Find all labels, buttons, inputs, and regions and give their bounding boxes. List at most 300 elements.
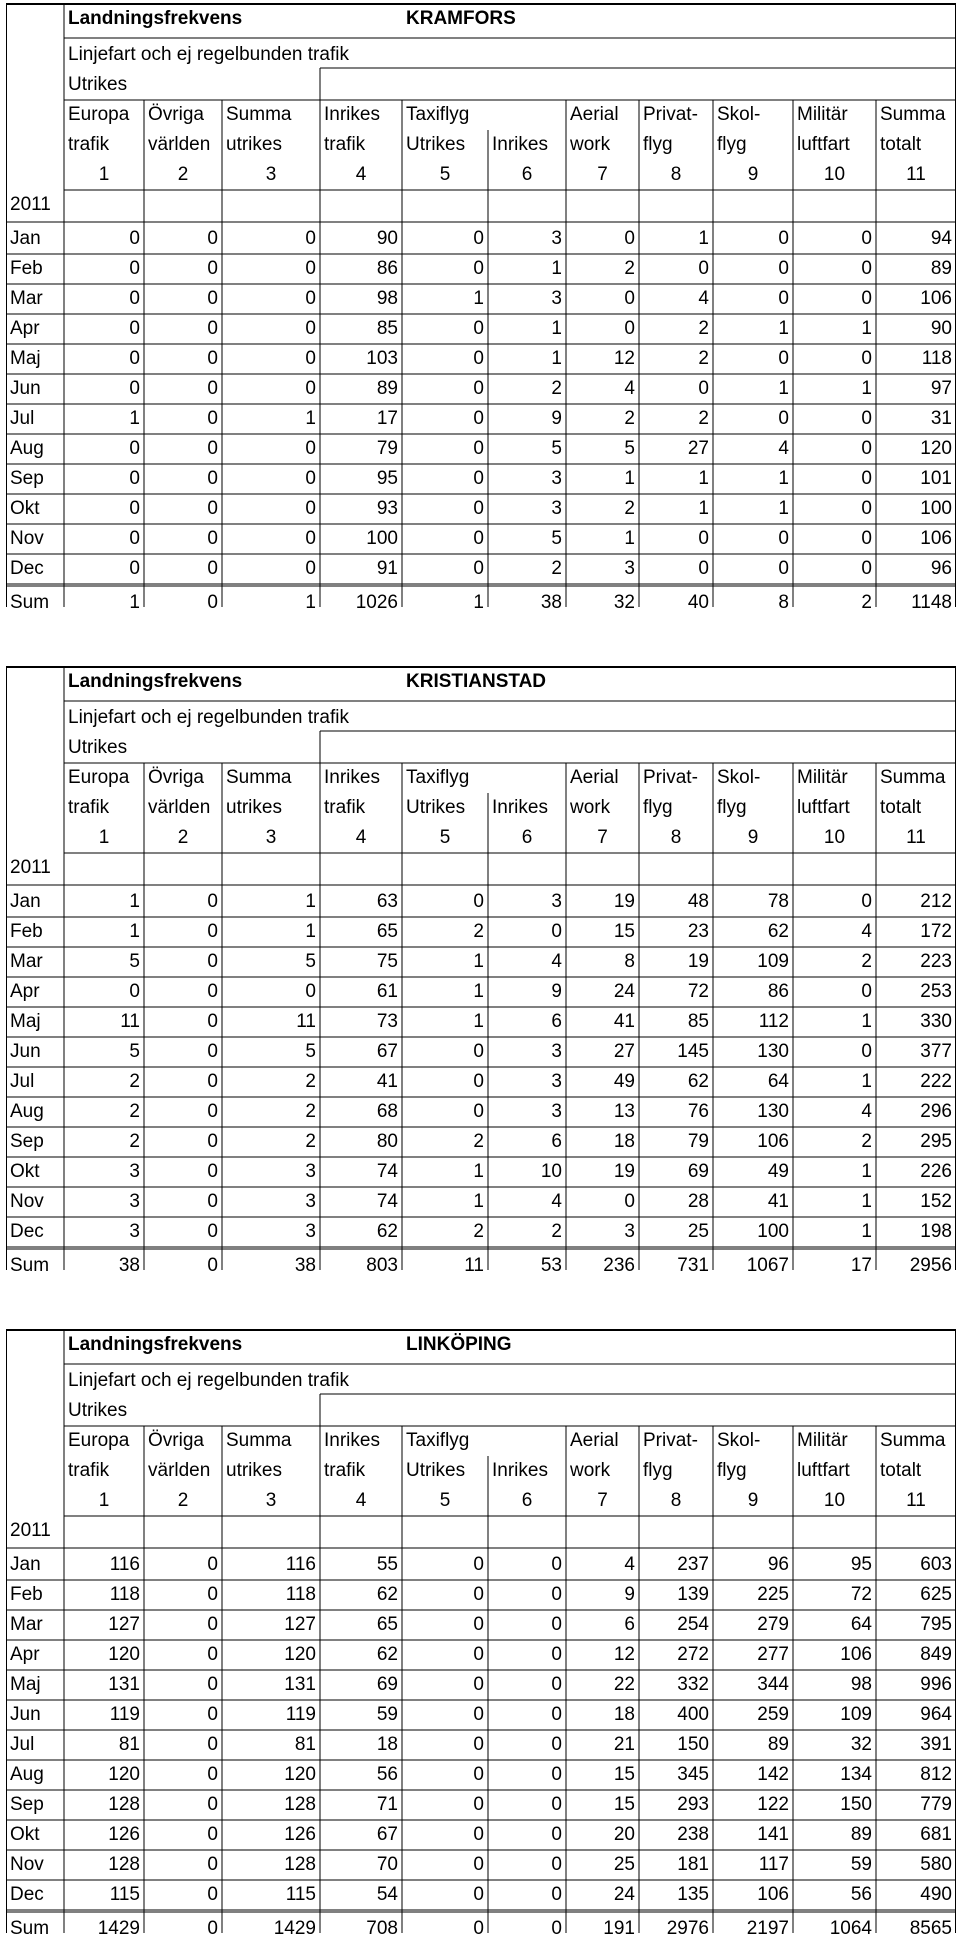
data-cell: 4 bbox=[624, 1554, 635, 1575]
airport-name: KRAMFORS bbox=[406, 8, 516, 29]
sum-cell: 2 bbox=[861, 592, 872, 613]
data-cell: 127 bbox=[284, 1614, 316, 1635]
data-cell: 1 bbox=[861, 378, 872, 399]
data-cell: 0 bbox=[207, 1131, 218, 1152]
sum-cell: 40 bbox=[687, 592, 709, 613]
data-cell: 21 bbox=[613, 1734, 635, 1755]
data-cell: 0 bbox=[305, 498, 316, 519]
data-cell: 49 bbox=[613, 1071, 635, 1092]
data-cell: 85 bbox=[376, 318, 398, 339]
data-cell: 141 bbox=[757, 1824, 789, 1845]
column-header: Skol- bbox=[717, 1430, 761, 1451]
data-cell: 0 bbox=[551, 1884, 562, 1905]
data-cell: 0 bbox=[207, 1614, 218, 1635]
column-header: flyg bbox=[643, 797, 673, 818]
column-number: 2 bbox=[177, 827, 189, 848]
data-cell: 0 bbox=[129, 438, 140, 459]
data-cell: 12 bbox=[613, 348, 635, 369]
column-number: 1 bbox=[98, 164, 110, 185]
data-cell: 69 bbox=[687, 1161, 709, 1182]
column-header: luftfart bbox=[797, 797, 850, 818]
data-cell: 115 bbox=[109, 1884, 140, 1905]
column-header: Europa bbox=[68, 1430, 130, 1451]
column-number: 9 bbox=[747, 827, 759, 848]
sum-cell: 236 bbox=[603, 1255, 635, 1276]
data-cell: 2 bbox=[305, 1131, 316, 1152]
data-cell: 5 bbox=[305, 951, 316, 972]
data-cell: 0 bbox=[207, 408, 218, 429]
data-cell: 0 bbox=[305, 288, 316, 309]
column-header: Militär bbox=[797, 767, 848, 788]
data-cell: 19 bbox=[613, 1161, 635, 1182]
column-number: 10 bbox=[823, 1490, 846, 1511]
data-cell: 97 bbox=[930, 378, 952, 399]
data-cell: 96 bbox=[930, 558, 952, 579]
data-cell: 1 bbox=[778, 378, 789, 399]
column-number: 10 bbox=[823, 827, 846, 848]
data-cell: 779 bbox=[920, 1794, 952, 1815]
column-header: trafik bbox=[324, 1460, 366, 1481]
column-header: världen bbox=[148, 1460, 211, 1481]
data-cell: 0 bbox=[305, 318, 316, 339]
data-cell: 32 bbox=[850, 1734, 872, 1755]
data-cell: 103 bbox=[366, 348, 398, 369]
column-header: Militär bbox=[797, 1430, 848, 1451]
data-cell: 1 bbox=[624, 528, 635, 549]
data-cell: 98 bbox=[376, 288, 398, 309]
month-label: Mar bbox=[10, 951, 43, 972]
data-cell: 49 bbox=[767, 1161, 789, 1182]
data-cell: 0 bbox=[473, 468, 484, 489]
data-cell: 90 bbox=[376, 228, 398, 249]
data-cell: 849 bbox=[920, 1644, 952, 1665]
column-header: utrikes bbox=[226, 134, 282, 155]
column-header: Övriga bbox=[148, 104, 204, 125]
data-cell: 81 bbox=[118, 1734, 140, 1755]
column-header: work bbox=[570, 797, 611, 818]
data-cell: 106 bbox=[757, 1131, 789, 1152]
data-cell: 63 bbox=[376, 891, 398, 912]
data-cell: 0 bbox=[473, 528, 484, 549]
column-number: 7 bbox=[597, 827, 608, 848]
data-cell: 0 bbox=[551, 1854, 562, 1875]
data-cell: 0 bbox=[778, 408, 789, 429]
sum-cell: 731 bbox=[677, 1255, 709, 1276]
data-cell: 4 bbox=[551, 951, 562, 972]
data-cell: 0 bbox=[129, 498, 140, 519]
data-cell: 237 bbox=[677, 1554, 709, 1575]
data-cell: 67 bbox=[376, 1824, 398, 1845]
column-header: Utrikes bbox=[406, 797, 466, 818]
data-cell: 0 bbox=[207, 1884, 218, 1905]
data-cell: 0 bbox=[207, 891, 218, 912]
data-cell: 0 bbox=[129, 318, 140, 339]
column-header: Privat- bbox=[643, 767, 698, 788]
column-number: 6 bbox=[521, 1490, 533, 1511]
sum-cell: 0 bbox=[207, 592, 218, 613]
data-cell: 0 bbox=[473, 258, 484, 279]
data-cell: 5 bbox=[624, 438, 635, 459]
sum-cell: 17 bbox=[850, 1255, 872, 1276]
data-cell: 86 bbox=[376, 258, 398, 279]
data-cell: 0 bbox=[473, 1764, 484, 1785]
column-header: trafik bbox=[324, 797, 366, 818]
data-cell: 117 bbox=[758, 1854, 789, 1875]
data-cell: 62 bbox=[376, 1644, 398, 1665]
data-cell: 490 bbox=[920, 1884, 952, 1905]
data-cell: 75 bbox=[376, 951, 398, 972]
data-cell: 580 bbox=[920, 1854, 952, 1875]
data-cell: 100 bbox=[920, 498, 952, 519]
data-cell: 15 bbox=[613, 1764, 635, 1785]
data-cell: 1 bbox=[305, 408, 316, 429]
data-cell: 0 bbox=[551, 1584, 562, 1605]
month-label: Maj bbox=[10, 1011, 41, 1032]
data-cell: 330 bbox=[920, 1011, 952, 1032]
data-cell: 134 bbox=[840, 1764, 872, 1785]
data-cell: 64 bbox=[767, 1071, 789, 1092]
data-cell: 0 bbox=[305, 981, 316, 1002]
year-label: 2011 bbox=[10, 194, 51, 215]
data-cell: 3 bbox=[624, 558, 635, 579]
data-cell: 0 bbox=[207, 1854, 218, 1875]
data-cell: 59 bbox=[850, 1854, 872, 1875]
data-cell: 81 bbox=[294, 1734, 316, 1755]
data-cell: 9 bbox=[551, 981, 562, 1002]
column-header: Privat- bbox=[643, 104, 698, 125]
table-title: Landningsfrekvens bbox=[68, 8, 243, 29]
column-number: 6 bbox=[521, 164, 533, 185]
data-cell: 0 bbox=[473, 498, 484, 519]
data-cell: 0 bbox=[624, 288, 635, 309]
column-header: luftfart bbox=[797, 1460, 850, 1481]
data-cell: 120 bbox=[284, 1644, 316, 1665]
data-cell: 9 bbox=[624, 1584, 635, 1605]
data-cell: 0 bbox=[861, 498, 872, 519]
column-header: Inrikes bbox=[324, 767, 380, 788]
data-cell: 0 bbox=[305, 468, 316, 489]
data-cell: 89 bbox=[767, 1734, 789, 1755]
month-label: Maj bbox=[10, 1674, 41, 1695]
data-cell: 62 bbox=[376, 1221, 398, 1242]
data-cell: 12 bbox=[613, 1644, 635, 1665]
data-cell: 0 bbox=[698, 258, 709, 279]
data-cell: 19 bbox=[687, 951, 709, 972]
data-cell: 72 bbox=[687, 981, 709, 1002]
data-cell: 118 bbox=[921, 348, 952, 369]
column-header: Taxiflyg bbox=[406, 104, 470, 125]
data-cell: 1 bbox=[473, 1011, 484, 1032]
data-cell: 0 bbox=[129, 258, 140, 279]
data-cell: 2 bbox=[624, 498, 635, 519]
sum-cell: 0 bbox=[207, 1918, 218, 1939]
data-cell: 0 bbox=[624, 228, 635, 249]
data-cell: 1 bbox=[624, 468, 635, 489]
data-cell: 2 bbox=[473, 1131, 484, 1152]
data-cell: 74 bbox=[376, 1161, 398, 1182]
data-cell: 2 bbox=[551, 378, 562, 399]
sum-cell: 1429 bbox=[273, 1918, 316, 1939]
column-header: Skol- bbox=[717, 767, 761, 788]
data-cell: 89 bbox=[376, 378, 398, 399]
column-number: 4 bbox=[355, 164, 367, 185]
data-cell: 0 bbox=[861, 468, 872, 489]
column-header: flyg bbox=[717, 134, 747, 155]
month-label: Jun bbox=[10, 1704, 41, 1725]
sum-cell: 708 bbox=[366, 1918, 398, 1939]
data-cell: 1 bbox=[861, 1011, 872, 1032]
column-header: trafik bbox=[68, 134, 110, 155]
data-cell: 0 bbox=[473, 891, 484, 912]
data-cell: 1 bbox=[473, 288, 484, 309]
column-header: Inrikes bbox=[324, 104, 380, 125]
data-cell: 0 bbox=[473, 378, 484, 399]
data-cell: 0 bbox=[207, 1674, 218, 1695]
data-cell: 4 bbox=[698, 288, 709, 309]
data-cell: 0 bbox=[473, 1824, 484, 1845]
data-cell: 1 bbox=[698, 228, 709, 249]
column-header: Taxiflyg bbox=[406, 1430, 470, 1451]
data-cell: 118 bbox=[285, 1584, 316, 1605]
data-cell: 391 bbox=[920, 1734, 952, 1755]
data-cell: 1 bbox=[473, 981, 484, 1002]
column-number: 7 bbox=[597, 164, 608, 185]
data-cell: 0 bbox=[698, 528, 709, 549]
data-cell: 76 bbox=[687, 1101, 709, 1122]
data-cell: 0 bbox=[129, 558, 140, 579]
sum-cell: 0 bbox=[207, 1255, 218, 1276]
column-header: trafik bbox=[68, 1460, 110, 1481]
data-cell: 55 bbox=[376, 1554, 398, 1575]
data-cell: 0 bbox=[207, 1161, 218, 1182]
data-cell: 150 bbox=[840, 1794, 872, 1815]
table-title: Landningsfrekvens bbox=[68, 671, 243, 692]
data-cell: 3 bbox=[551, 288, 562, 309]
data-cell: 1 bbox=[861, 1161, 872, 1182]
column-header: totalt bbox=[880, 1460, 922, 1481]
data-cell: 41 bbox=[767, 1191, 789, 1212]
data-cell: 120 bbox=[284, 1764, 316, 1785]
data-cell: 0 bbox=[551, 1794, 562, 1815]
data-cell: 296 bbox=[920, 1101, 952, 1122]
data-cell: 0 bbox=[551, 921, 562, 942]
sum-cell: 1064 bbox=[829, 1918, 872, 1939]
data-cell: 996 bbox=[920, 1674, 952, 1695]
data-cell: 198 bbox=[920, 1221, 952, 1242]
column-header: Utrikes bbox=[406, 1460, 466, 1481]
data-cell: 72 bbox=[850, 1584, 872, 1605]
column-number: 11 bbox=[906, 827, 926, 848]
month-label: Dec bbox=[10, 1884, 44, 1905]
data-cell: 3 bbox=[305, 1191, 316, 1212]
data-cell: 0 bbox=[207, 1584, 218, 1605]
data-cell: 54 bbox=[376, 1884, 398, 1905]
data-cell: 1 bbox=[778, 318, 789, 339]
column-header: trafik bbox=[68, 797, 110, 818]
data-cell: 131 bbox=[108, 1674, 140, 1695]
data-cell: 0 bbox=[305, 228, 316, 249]
data-cell: 70 bbox=[376, 1854, 398, 1875]
month-label: Mar bbox=[10, 288, 43, 309]
data-cell: 812 bbox=[920, 1764, 952, 1785]
data-cell: 130 bbox=[757, 1101, 789, 1122]
data-cell: 62 bbox=[767, 921, 789, 942]
data-cell: 150 bbox=[677, 1734, 709, 1755]
data-cell: 0 bbox=[473, 1704, 484, 1725]
data-cell: 3 bbox=[129, 1221, 140, 1242]
data-cell: 0 bbox=[551, 1674, 562, 1695]
sum-label: Sum bbox=[10, 592, 50, 613]
data-cell: 130 bbox=[757, 1041, 789, 1062]
data-cell: 0 bbox=[473, 1101, 484, 1122]
data-cell: 0 bbox=[207, 921, 218, 942]
data-cell: 25 bbox=[687, 1221, 709, 1242]
data-cell: 0 bbox=[473, 1794, 484, 1815]
sum-cell: 38 bbox=[540, 592, 562, 613]
sum-cell: 803 bbox=[366, 1255, 398, 1276]
data-cell: 0 bbox=[551, 1704, 562, 1725]
data-cell: 145 bbox=[677, 1041, 709, 1062]
data-cell: 0 bbox=[473, 1854, 484, 1875]
data-cell: 5 bbox=[129, 951, 140, 972]
data-cell: 0 bbox=[861, 348, 872, 369]
data-cell: 6 bbox=[551, 1131, 562, 1152]
month-label: Mar bbox=[10, 1614, 43, 1635]
data-cell: 0 bbox=[305, 438, 316, 459]
sum-cell: 32 bbox=[613, 592, 635, 613]
data-cell: 135 bbox=[677, 1884, 709, 1905]
column-header: totalt bbox=[880, 797, 922, 818]
data-cell: 0 bbox=[129, 378, 140, 399]
data-cell: 41 bbox=[376, 1071, 398, 1092]
data-cell: 0 bbox=[305, 558, 316, 579]
data-cell: 9 bbox=[551, 408, 562, 429]
sum-cell: 1 bbox=[305, 592, 316, 613]
data-cell: 0 bbox=[207, 1704, 218, 1725]
data-cell: 91 bbox=[376, 558, 398, 579]
data-cell: 109 bbox=[757, 951, 789, 972]
data-cell: 24 bbox=[613, 981, 635, 1002]
data-cell: 0 bbox=[305, 378, 316, 399]
data-cell: 0 bbox=[207, 1644, 218, 1665]
data-cell: 1 bbox=[551, 258, 562, 279]
data-cell: 67 bbox=[376, 1041, 398, 1062]
data-cell: 0 bbox=[473, 1041, 484, 1062]
sum-cell: 38 bbox=[294, 1255, 316, 1276]
year-label: 2011 bbox=[10, 857, 51, 878]
table-kristianstad bbox=[6, 663, 956, 1276]
column-number: 11 bbox=[906, 164, 926, 185]
data-cell: 0 bbox=[861, 891, 872, 912]
column-header: Militär bbox=[797, 104, 848, 125]
data-cell: 96 bbox=[767, 1554, 789, 1575]
sum-cell: 2197 bbox=[746, 1918, 789, 1939]
data-cell: 31 bbox=[930, 408, 952, 429]
data-cell: 118 bbox=[109, 1584, 140, 1605]
column-header: Aerial bbox=[570, 767, 619, 788]
column-header: Inrikes bbox=[492, 797, 548, 818]
column-header: work bbox=[570, 134, 611, 155]
data-cell: 4 bbox=[861, 921, 872, 942]
data-cell: 3 bbox=[305, 1161, 316, 1182]
data-cell: 65 bbox=[376, 921, 398, 942]
data-cell: 0 bbox=[861, 438, 872, 459]
data-cell: 1 bbox=[129, 408, 140, 429]
data-cell: 0 bbox=[207, 288, 218, 309]
month-label: Feb bbox=[10, 258, 43, 279]
data-cell: 0 bbox=[778, 348, 789, 369]
data-cell: 2 bbox=[129, 1101, 140, 1122]
data-cell: 0 bbox=[207, 378, 218, 399]
column-number: 7 bbox=[597, 1490, 608, 1511]
data-cell: 0 bbox=[207, 228, 218, 249]
data-cell: 0 bbox=[473, 438, 484, 459]
data-cell: 2 bbox=[624, 258, 635, 279]
data-cell: 1 bbox=[551, 348, 562, 369]
sum-cell: 38 bbox=[118, 1255, 140, 1276]
data-cell: 3 bbox=[129, 1191, 140, 1212]
month-label: Apr bbox=[10, 981, 40, 1002]
utrikes-group-label: Utrikes bbox=[68, 737, 128, 758]
column-number: 3 bbox=[265, 1490, 277, 1511]
data-cell: 2 bbox=[473, 1221, 484, 1242]
data-cell: 0 bbox=[861, 981, 872, 1002]
month-label: Sep bbox=[10, 1794, 44, 1815]
data-cell: 13 bbox=[613, 1101, 635, 1122]
data-cell: 0 bbox=[305, 528, 316, 549]
column-header: utrikes bbox=[226, 797, 282, 818]
data-cell: 0 bbox=[778, 288, 789, 309]
data-cell: 181 bbox=[677, 1854, 709, 1875]
data-cell: 6 bbox=[624, 1614, 635, 1635]
data-cell: 2 bbox=[473, 921, 484, 942]
data-cell: 89 bbox=[850, 1824, 872, 1845]
data-cell: 48 bbox=[687, 891, 709, 912]
data-cell: 11 bbox=[296, 1011, 316, 1032]
data-cell: 1 bbox=[698, 468, 709, 489]
month-label: Jan bbox=[10, 1554, 41, 1575]
data-cell: 0 bbox=[551, 1644, 562, 1665]
month-label: Maj bbox=[10, 348, 41, 369]
month-label: Apr bbox=[10, 318, 40, 339]
sum-cell: 8565 bbox=[909, 1918, 952, 1939]
data-cell: 2 bbox=[305, 1071, 316, 1092]
data-cell: 86 bbox=[767, 981, 789, 1002]
data-cell: 0 bbox=[129, 468, 140, 489]
data-cell: 94 bbox=[930, 228, 952, 249]
data-cell: 2 bbox=[698, 348, 709, 369]
data-cell: 2 bbox=[129, 1131, 140, 1152]
column-header: Summa bbox=[880, 104, 946, 125]
data-cell: 0 bbox=[778, 558, 789, 579]
column-number: 8 bbox=[670, 164, 682, 185]
data-cell: 100 bbox=[757, 1221, 789, 1242]
column-number: 2 bbox=[177, 164, 189, 185]
data-cell: 1 bbox=[129, 891, 140, 912]
data-cell: 0 bbox=[551, 1764, 562, 1785]
data-cell: 18 bbox=[376, 1734, 398, 1755]
airport-name: KRISTIANSTAD bbox=[406, 671, 547, 692]
data-cell: 0 bbox=[207, 438, 218, 459]
column-header: Aerial bbox=[570, 104, 619, 125]
month-label: Jul bbox=[10, 1734, 35, 1755]
data-cell: 0 bbox=[207, 1011, 218, 1032]
month-label: Apr bbox=[10, 1644, 40, 1665]
data-cell: 5 bbox=[551, 528, 562, 549]
data-cell: 1 bbox=[861, 318, 872, 339]
data-cell: 64 bbox=[850, 1614, 872, 1635]
data-cell: 0 bbox=[861, 288, 872, 309]
